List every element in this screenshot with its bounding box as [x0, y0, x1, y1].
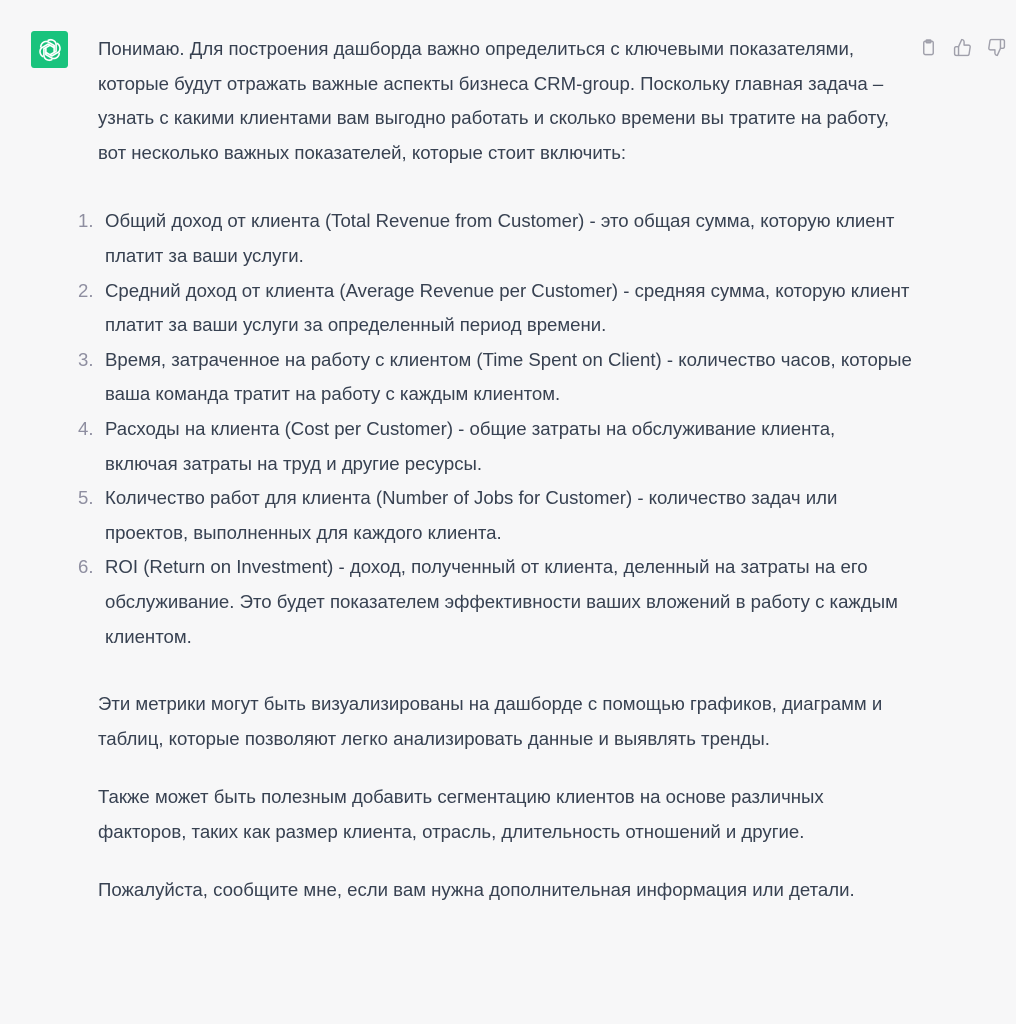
list-item-number: 5. [78, 487, 94, 509]
openai-logo-icon [37, 37, 63, 63]
list-item [78, 204, 913, 273]
list-item-text: Средний доход от клиента (Average Revenue per Customer) - средняя сумма, которую клиент платит за ваши услуги за определенный период времени. [105, 279, 910, 336]
metrics-list [78, 204, 913, 654]
list-item-text: ROI (Return on Investment) - доход, полученный от клиента, деленный на затраты на его обслуживание. Это будет показателем эффективности ваших вложений в работу с каждым клиентом. [105, 556, 898, 647]
list-item-number: 4. [78, 417, 94, 439]
intro-paragraph: Понимаю. Для построения дашборда важно определиться с ключевыми показателями, которые будут отражать важные аспекты бизнеса CRM-group. Поскольку главная задача – узнать с какими клиентами вам выгодно работать и сколько времени вы тратите на работу, вот несколько важных показателей, которые стоит включить: [98, 38, 890, 163]
list-item-text: Время, затраченное на работу с клиентом (Time Spent on Client) - количество часов, которые ваша команда тратит на работу с каждым клиентом. [105, 348, 912, 405]
copy-button[interactable] [917, 36, 939, 58]
clipboard-icon [919, 38, 938, 57]
list-item [78, 274, 913, 343]
list-item-number: 1. [78, 210, 94, 232]
list-item [78, 343, 913, 412]
list-item [78, 412, 913, 481]
visualization-paragraph: Эти метрики могут быть визуализированы на дашборде с помощью графиков, диаграмм и таблиц, которые позволяют легко анализировать данные и выявлять тренды. [98, 693, 883, 749]
thumbs-down-button[interactable] [985, 36, 1007, 58]
message-actions [917, 36, 1007, 58]
message-content [78, 32, 913, 908]
thumbs-up-button[interactable] [951, 36, 973, 58]
assistant-avatar [31, 31, 68, 68]
list-item [78, 550, 913, 654]
segmentation-paragraph: Также может быть полезным добавить сегментацию клиентов на основе различных факторов, таких как размер клиента, отрасль, длительность отношений и другие. [98, 786, 824, 842]
list-item-text: Количество работ для клиента (Number of Jobs for Customer) - количество задач или проектов, выполненных для каждого клиента. [105, 487, 838, 543]
list-item-number: 2. [78, 279, 94, 301]
list-item-text: Общий доход от клиента (Total Revenue from Customer) - это общая сумма, которую клиент платит за ваши услуги. [105, 210, 895, 266]
thumbs-up-icon [953, 38, 972, 57]
list-item [78, 481, 913, 550]
list-item-number: 6. [78, 556, 94, 578]
closing-paragraph: Пожалуйста, сообщите мне, если вам нужна дополнительная информация или детали. [98, 879, 855, 901]
list-item-text: Расходы на клиента (Cost per Customer) - общие затраты на обслуживание клиента, включая затраты на труд и другие ресурсы. [105, 417, 836, 474]
thumbs-down-icon [987, 38, 1006, 57]
list-item-number: 3. [78, 348, 94, 370]
